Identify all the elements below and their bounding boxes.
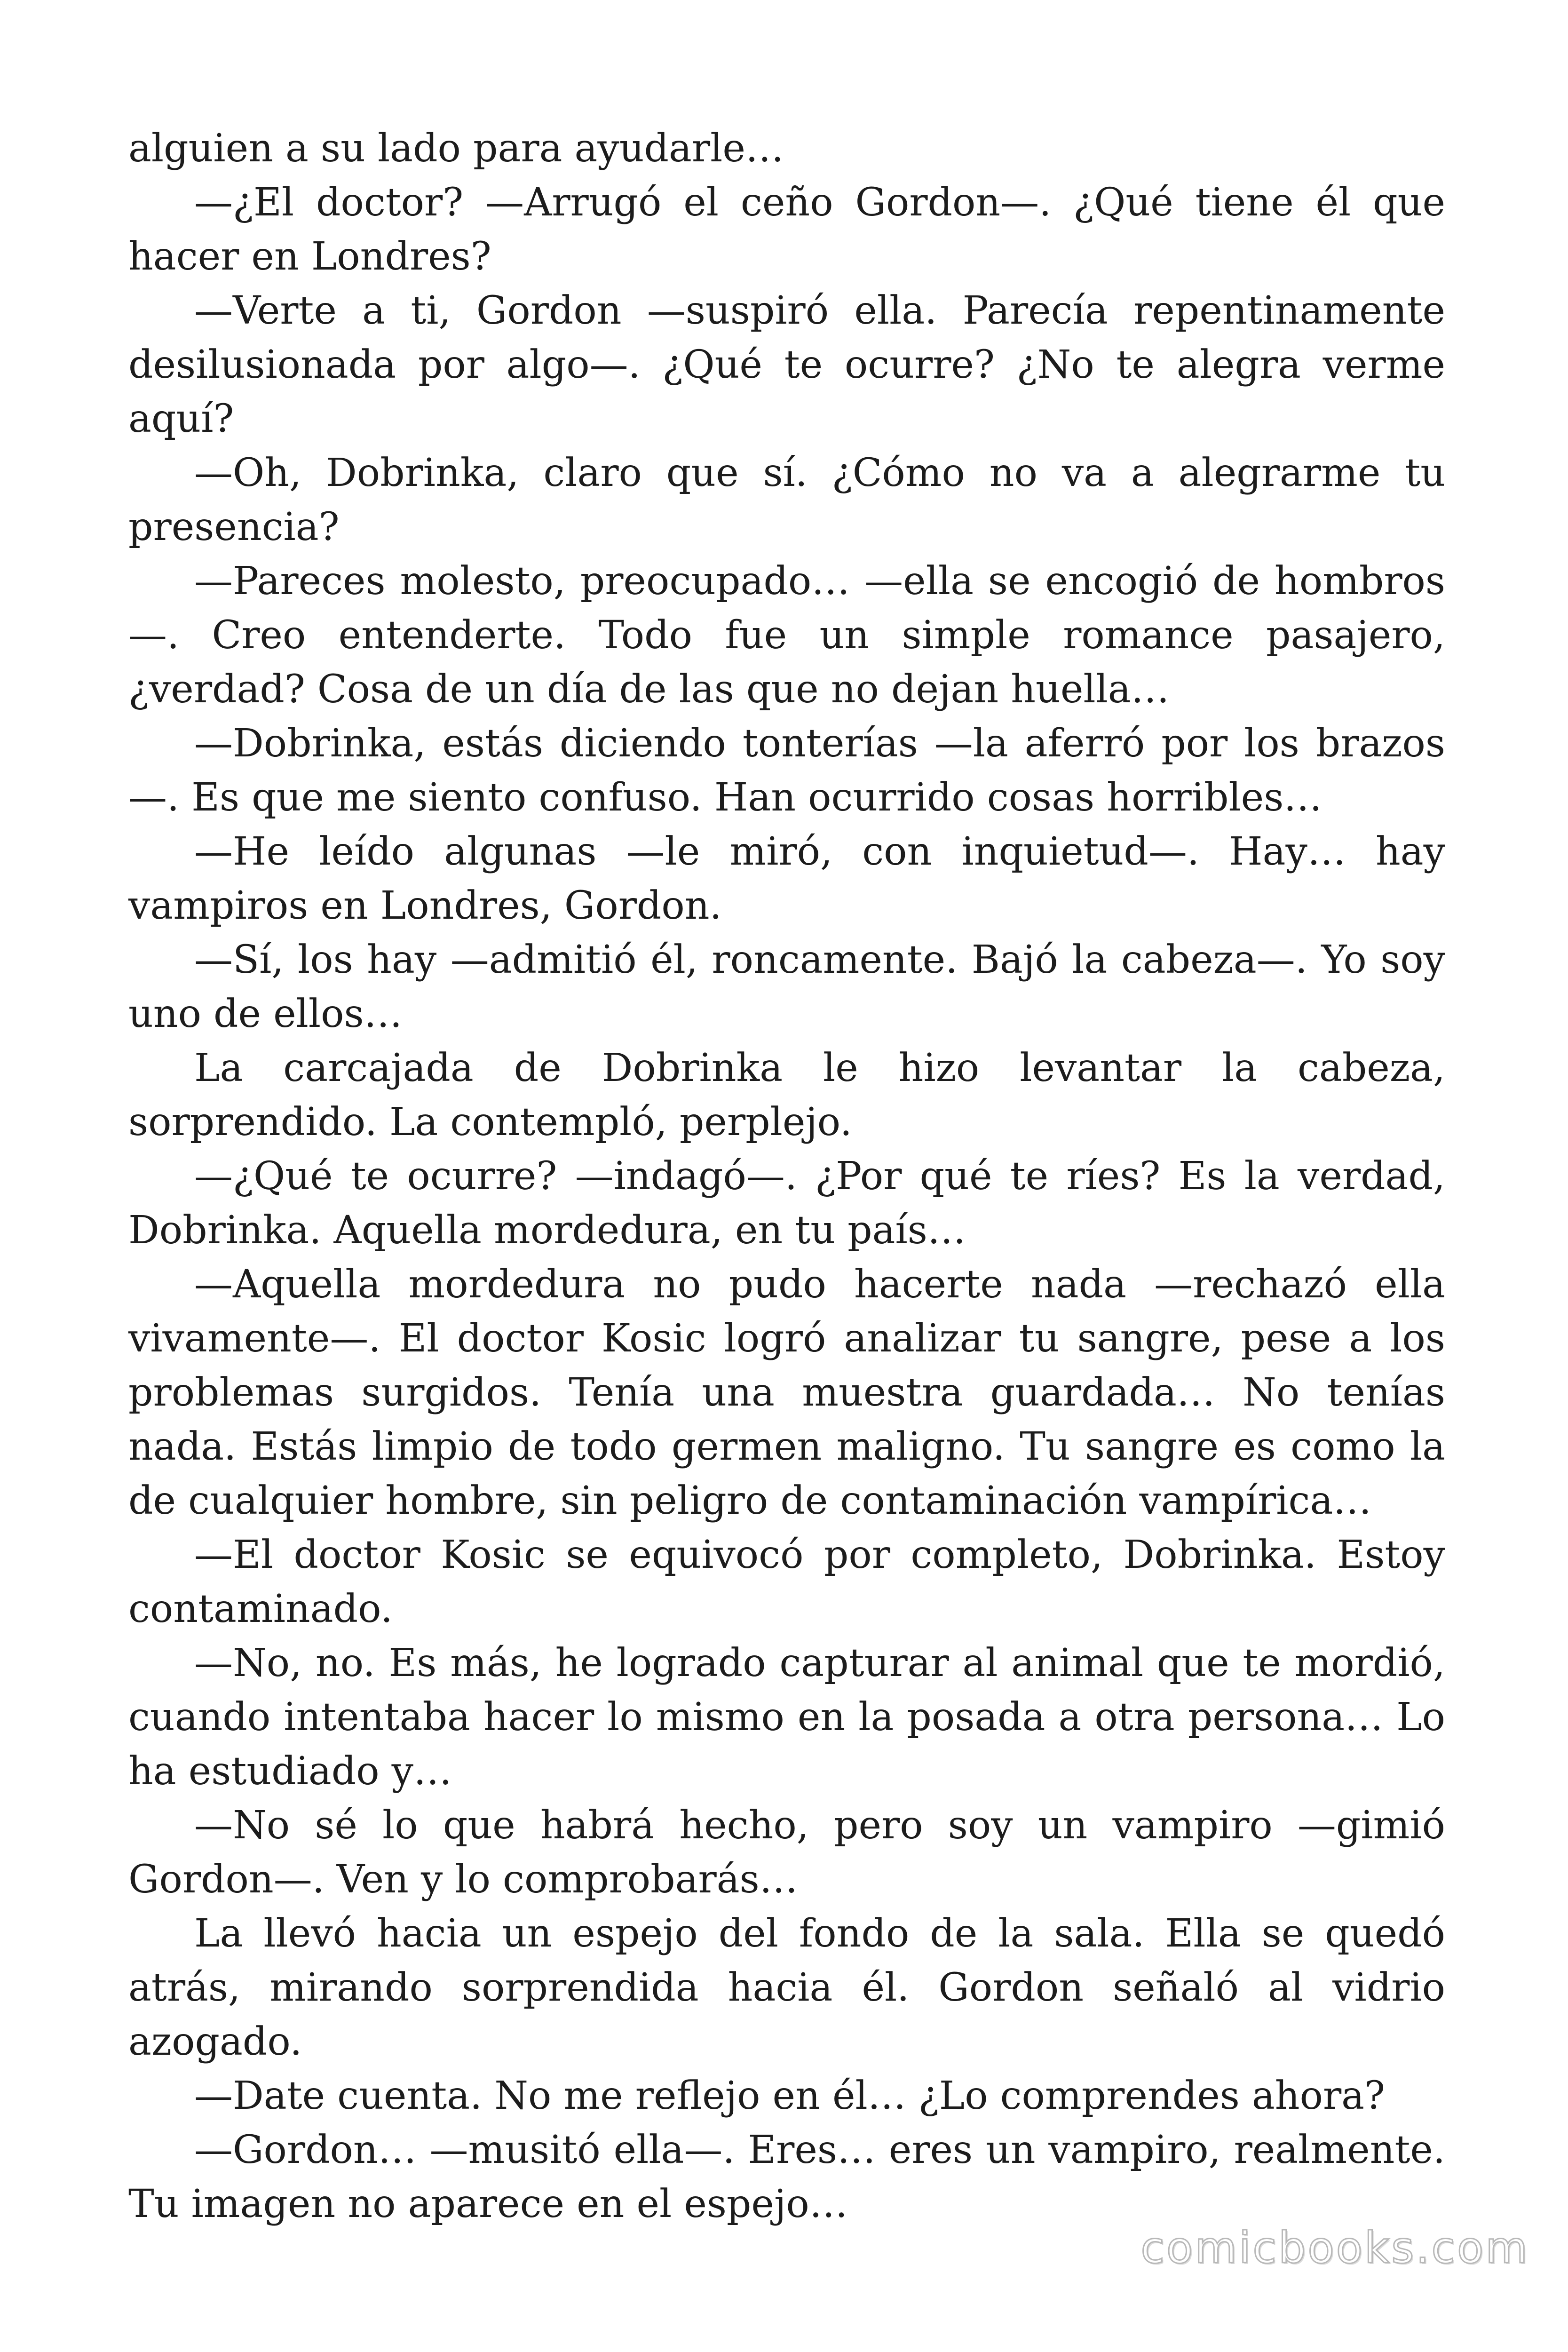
paragraph: —Verte a ti, Gordon —suspiró ella. Parecía repentinamente desilusionada por algo—. ¿Qué te ocurre? ¿No te alegra verme aquí? bbox=[128, 288, 1445, 441]
paragraph: —Gordon… —musitó ella—. Eres… eres un vampiro, realmente. Tu imagen no aparece en el espejo… bbox=[128, 2128, 1445, 2226]
paragraph: —Dobrinka, estás diciendo tonterías —la aferró por los brazos —. Es que me siento confuso. Han ocurrido cosas horribles… bbox=[128, 721, 1445, 820]
paragraph-continuation: alguien a su lado para ayudarle… bbox=[128, 126, 784, 171]
paragraph: —Pareces molesto, preocupado… —ella se encogió de hombros —. Creo entenderte. Todo fue un simple romance pasajero, ¿verdad? Cosa de un día de las que no dejan huella… bbox=[128, 559, 1445, 712]
paragraph: —Oh, Dobrinka, claro que sí. ¿Cómo no va a alegrarme tu presencia? bbox=[128, 451, 1445, 549]
paragraph: —¿Qué te ocurre? —indagó—. ¿Por qué te ríes? Es la verdad, Dobrinka. Aquella mordedura, en tu país… bbox=[128, 1154, 1445, 1253]
paragraph: —El doctor Kosic se equivocó por completo, Dobrinka. Estoy contaminado. bbox=[128, 1533, 1445, 1631]
paragraph: —Date cuenta. No me reflejo en él… ¿Lo comprendes ahora? bbox=[194, 2074, 1385, 2118]
body-text bbox=[128, 121, 1445, 2231]
paragraph: —Aquella mordedura no pudo hacerte nada —rechazó ella vivamente—. El doctor Kosic logró analizar tu sangre, pese a los problemas surgidos. Tenía una muestra guardada… No tenías nada. Estás limpio de todo germen maligno. Tu sangre es como la de cualquier hombre, sin peligro de contaminación vampírica… bbox=[128, 1262, 1445, 1523]
paragraph: La carcajada de Dobrinka le hizo levantar la cabeza, sorprendido. La contempló, perplejo. bbox=[128, 1046, 1445, 1144]
watermark: comicbooks.com bbox=[1140, 2223, 1529, 2273]
paragraph: La llevó hacia un espejo del fondo de la sala. Ella se quedó atrás, mirando sorprendida hacia él. Gordon señaló al vidrio azogado. bbox=[128, 1911, 1445, 2064]
paragraph: —He leído algunas —le miró, con inquietud—. Hay… hay vampiros en Londres, Gordon. bbox=[128, 829, 1445, 928]
paragraph: —No sé lo que habrá hecho, pero soy un vampiro —gimió Gordon—. Ven y lo comprobarás… bbox=[128, 1803, 1445, 1902]
paragraph: —No, no. Es más, he logrado capturar al animal que te mordió, cuando intentaba hacer lo mismo en la posada a otra persona… Lo ha estudiado y… bbox=[128, 1641, 1445, 1794]
paragraph: —Sí, los hay —admitió él, roncamente. Bajó la cabeza—. Yo soy uno de ellos… bbox=[128, 938, 1445, 1036]
paragraph: —¿El doctor? —Arrugó el ceño Gordon—. ¿Qué tiene él que hacer en Londres? bbox=[128, 180, 1445, 279]
